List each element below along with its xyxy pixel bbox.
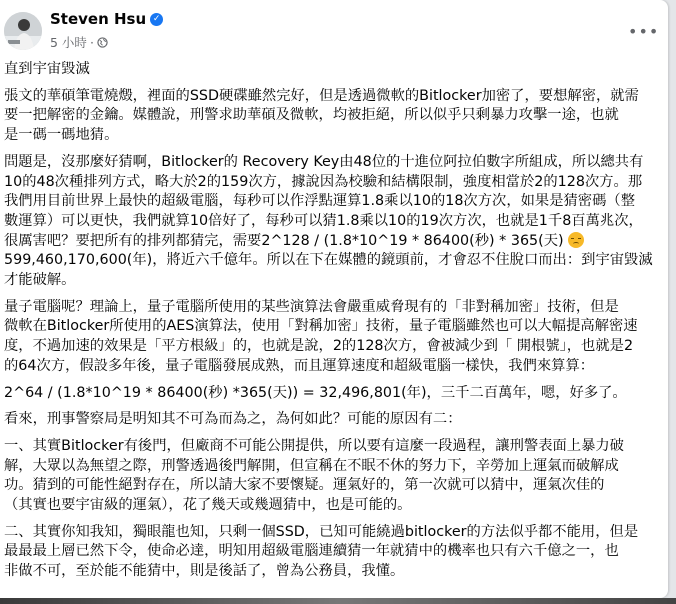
bottom-edge: [0, 598, 676, 604]
paragraph-line: 功。猜到的可能性絕對存在，所以請大家不要懷疑。運氣好的，第一次就可以猜中，運氣次佳的: [4, 477, 605, 494]
paragraph-line: 的64次方，假設多年後，量子電腦發展成熟，而且運算速度和超級電腦一樣快，我們來算算：: [4, 357, 595, 374]
post-paragraph: [4, 298, 668, 377]
paragraph-line: 數運算）可以更快，我們就算10倍好了，每秒可以猜1.8乘以10的19次方次，也就是1千8百萬兆次，: [4, 212, 643, 229]
avatar-photo-icon: [4, 12, 42, 50]
disappointed-face-emoji-icon: [568, 232, 584, 248]
paragraph-line: 一、其實Bitlocker有後門，但廠商不可能公開提供，所以要有這麼一段過程，讓刑警表面上暴力破: [4, 437, 624, 454]
verified-badge-icon: ✓: [150, 13, 163, 26]
post-meta: [50, 33, 108, 51]
more-options-button[interactable]: •••: [628, 22, 660, 41]
avatar[interactable]: [4, 12, 42, 50]
author-name-text: Steven Hsu: [50, 10, 147, 28]
globe-icon: [97, 37, 108, 48]
post-time[interactable]: 5 小時: [50, 35, 87, 50]
paragraph-line: 度，不過加速的效果是「平方根級」的，也就是說，2的128次方，會被減少到「 開根號」，也就是2: [4, 338, 634, 355]
author-name[interactable]: [50, 10, 163, 28]
post-paragraph: [4, 384, 668, 404]
paragraph-line: 我們用目前世界上最快的超級電腦，每秒可以作浮點運算1.8乘以10的18次方次，如果是猜密碼（整: [4, 193, 635, 210]
post-body: [4, 60, 668, 589]
post-paragraph: [4, 523, 668, 582]
paragraph-line: 二、其實你知我知，獨眼龍也知，只剩一個SSD，已知可能繞過bitlocker的方法似乎都不能用，但是: [4, 523, 639, 540]
paragraph-line: 張文的華碩筆電燒燬，裡面的SSD硬碟雖然完好，但是透過微軟的Bitlocker加密了，要想解密，就需: [4, 87, 639, 104]
paragraph-line: 599,460,170,600(年)，將近六千億年。所以在下在媒體的鏡頭前，才會忍不住脫口而出：到宇宙毀滅: [4, 252, 653, 269]
paragraph-line: 2^64 / (1.8*10^19 * 86400(秒) *365(天)) = 32,496,801(年)，三千二百萬年，嗯，好多了。: [4, 384, 627, 401]
paragraph-line: 才能破解。: [4, 272, 76, 289]
meta-separator: ·: [89, 34, 94, 50]
post-paragraph: [4, 437, 668, 516]
paragraph-line: 是一碼一碼地猜。: [4, 127, 119, 144]
paragraph-line: 量子電腦呢？理論上，量子電腦所使用的某些演算法會嚴重威脅現有的「非對稱加密」技術，但是: [4, 298, 619, 315]
post-paragraph: [4, 87, 668, 146]
post-paragraph: [4, 410, 668, 430]
paragraph-line: 解，大眾以為無望之際，刑警透過後門解開，但宣稱在不眠不休的努力下，辛勞加上運氣而破解成: [4, 457, 619, 474]
paragraph-line: 看來，刑事警察局是明知其不可為而為之，為何如此？可能的原因有二：: [4, 411, 462, 428]
paragraph-line: 10的48次種排列方式，略大於2的159次方，據說因為校驗和結構限制，強度相當於2的128次方。那: [4, 173, 643, 190]
paragraph-line: （其實也要宇宙級的運氣），花了幾天或幾週猜中，也是可能的。: [4, 497, 412, 514]
post-paragraph: [4, 153, 668, 291]
paragraph-line: 最最最上層已然下令，使命必達，明知用超級電腦連續猜一年就猜中的機率也只有六千億之一，也: [4, 543, 619, 560]
paragraph-line: 微軟在Bitlocker所使用的AES演算法，使用「對稱加密」技術，量子電腦雖然也可以大幅提高解密速: [4, 318, 638, 335]
post-title: 直到宇宙毀滅: [4, 61, 90, 77]
paragraph-line: 很厲害吧？要把所有的排列都猜完，需要2^128 / (1.8*10^19 * 86400(秒) * 365(天): [4, 232, 668, 252]
paragraph-line: 非做不可，至於能不能猜中，則是後話了，曾為公務員，我懂。: [4, 563, 405, 580]
paragraph-line: 要一把解密的金鑰。媒體說，刑警求助華碩及微軟，均被拒絕，所以似乎只剩暴力攻擊一途，也就: [4, 107, 619, 124]
paragraph-line: 問題是，沒那麼好猜啊，Bitlocker的 Recovery Key由48位的十進位阿拉伯數字所組成，所以總共有: [4, 153, 644, 170]
